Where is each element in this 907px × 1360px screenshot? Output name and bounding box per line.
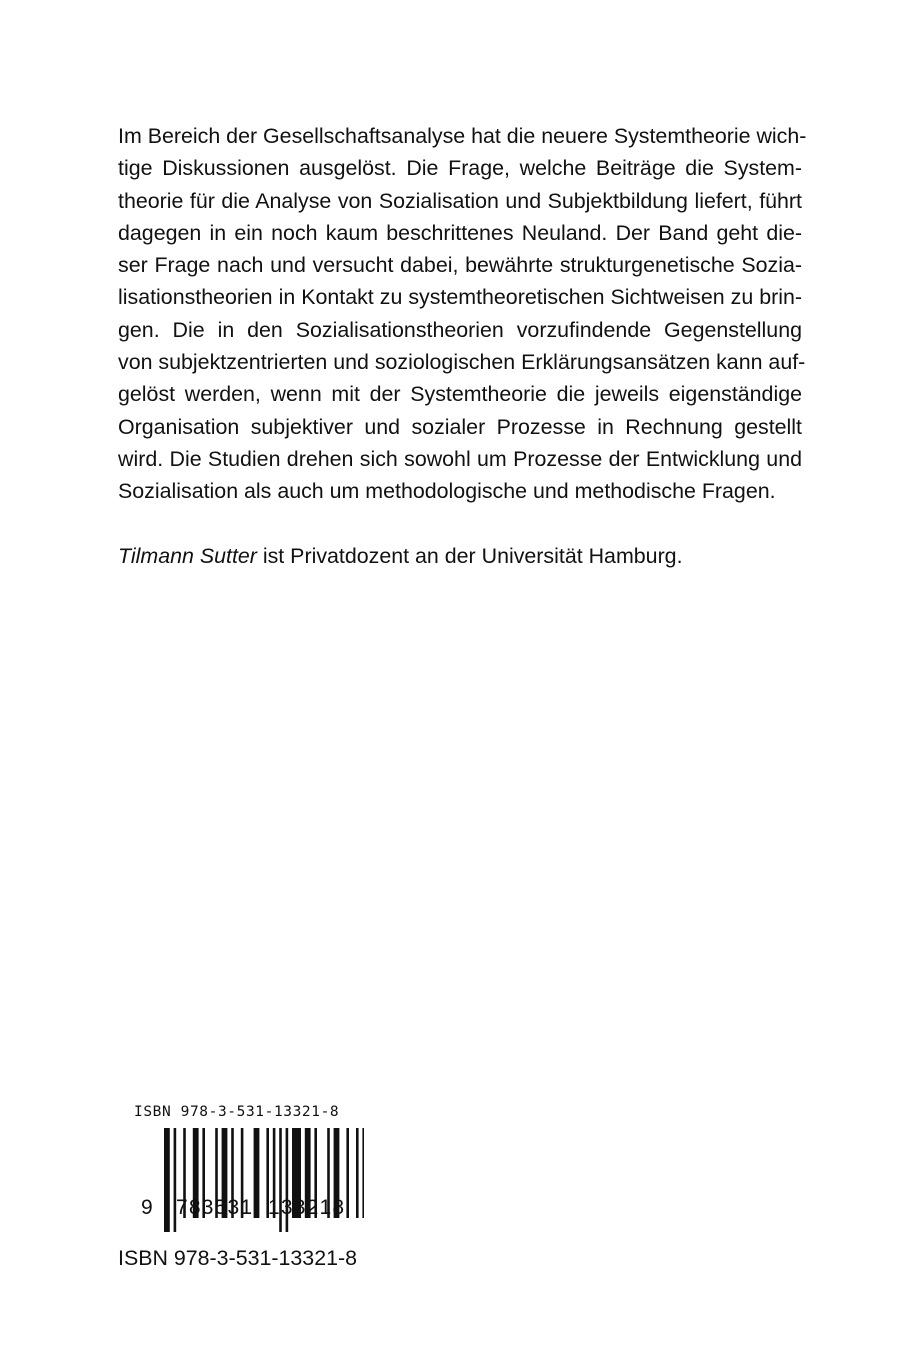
blurb-line: theorie für die Analyse von Sozialisation und Subjektbildung liefert, führt — [118, 188, 802, 213]
back-cover-blurb — [118, 120, 807, 508]
blurb-line: Organisation subjektiver und sozialer Prozesse in Rechnung gestellt — [118, 414, 802, 439]
author-note — [118, 540, 802, 572]
blurb-line: Sozialisation als auch um methodologische und methodische Fragen. — [118, 479, 776, 504]
barcode-bar — [356, 1128, 359, 1218]
barcode-right-digits: 133218 — [268, 1196, 346, 1219]
blurb-line: ser Frage nach und versucht dabei, bewährte strukturgenetische Sozia- — [118, 253, 802, 278]
author-name: Tilmann Sutter — [118, 544, 257, 568]
barcode-isbn-label: ISBN 978-3-531-13321-8 — [134, 1104, 340, 1120]
blurb-line: Im Bereich der Gesellschaftsanalyse hat die neuere Systemtheorie wich- — [118, 124, 807, 148]
blurb-line: lisationstheorien in Kontakt zu systemtheoretischen Sichtweisen zu brin- — [118, 285, 802, 310]
blurb-line: wird. Die Studien drehen sich sowohl um Prozesse der Entwicklung und — [118, 446, 802, 471]
blurb-line: von subjektzentrierten und soziologischen Erklärungsansätzen kann auf- — [118, 350, 806, 375]
blurb-line: tige Diskussionen ausgelöst. Die Frage, welche Beiträge die System- — [118, 156, 802, 181]
barcode-bar — [164, 1128, 170, 1232]
blurb-line: gen. Die in den Sozialisationstheorien vorzufindende Gegenstellung — [118, 317, 802, 342]
blurb-line: dagegen in ein noch kaum beschrittenes Neuland. Der Band geht die- — [118, 220, 802, 245]
author-description: ist Privatdozent an der Universität Hamburg. — [256, 544, 683, 568]
barcode-bar — [346, 1128, 349, 1218]
barcode-bar — [254, 1128, 260, 1218]
blurb-line: gelöst werden, wenn mit der Systemtheorie die jeweils eigenständige — [118, 382, 802, 407]
barcode-left-digits: 783531 — [176, 1196, 254, 1219]
isbn-footer: ISBN 978-3-531-13321-8 — [118, 1246, 358, 1270]
barcode-lead-digit: 9 — [141, 1196, 153, 1219]
barcode-bar — [362, 1128, 364, 1218]
